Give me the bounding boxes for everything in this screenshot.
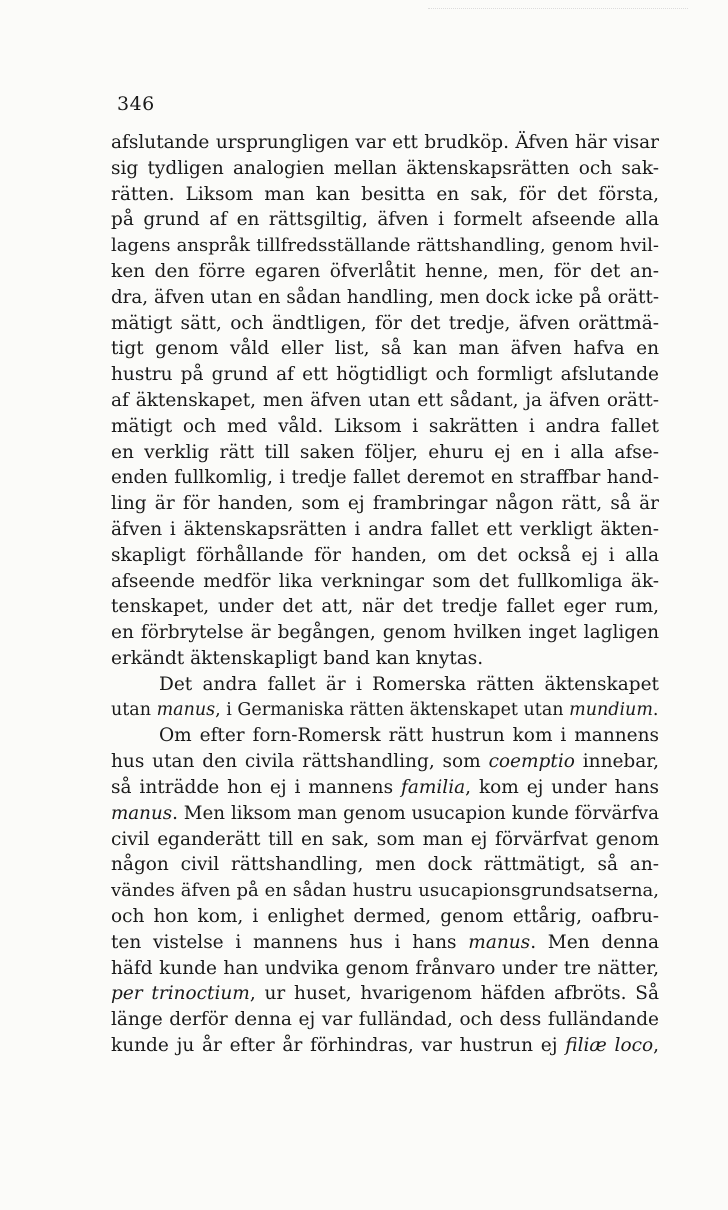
- text-line: [111, 336, 659, 362]
- text-segment: hustru på grund af ett högtidligt och formligt afslutande: [111, 364, 659, 386]
- text-segment: vändes äfven på en sådan hustru usucapionsgrundsatserna,: [111, 880, 659, 902]
- text-line: [111, 981, 659, 1007]
- text-line: [111, 672, 659, 698]
- italic-term: manus: [111, 802, 173, 824]
- text-segment: innebar,: [574, 751, 659, 773]
- text-line: [111, 207, 659, 233]
- text-line: [111, 543, 659, 569]
- text-segment: så inträdde hon ej i mannens: [111, 776, 401, 798]
- text-segment: Det andra fallet är i Romerska rätten äktenskapet: [159, 673, 659, 695]
- body-text: [111, 130, 659, 1059]
- italic-term: mundium: [569, 699, 653, 720]
- text-line: [111, 646, 659, 672]
- text-line: [111, 130, 659, 156]
- text-line: [111, 620, 659, 646]
- text-line: [111, 491, 659, 517]
- text-line: [111, 465, 659, 491]
- text-segment: en verklig rätt till saken följer, ehuru ej en i alla afse-: [111, 441, 659, 463]
- text-segment: en förbrytelse är begången, genom hvilken inget lagligen: [111, 622, 659, 644]
- text-segment: tigt genom våld eller list, så kan man äfven hafva en: [111, 338, 659, 360]
- text-line: [111, 749, 659, 775]
- text-line: [111, 440, 659, 466]
- italic-term: manus: [468, 931, 531, 953]
- text-segment: .: [652, 699, 659, 720]
- text-line: [111, 285, 659, 311]
- text-segment: dra, äfven utan en sådan handling, men dock icke på orätt-: [111, 286, 659, 308]
- text-line: [111, 233, 659, 259]
- text-line: [111, 156, 659, 182]
- text-segment: sig tydligen analogien mellan äktenskapsrätten och sak-: [111, 157, 659, 179]
- text-line: [111, 388, 659, 414]
- text-line: [111, 414, 659, 440]
- text-segment: lagens anspråk tillfredsställande rättshandling, genom hvil-: [111, 235, 659, 257]
- text-segment: . Men liksom man genom usucapion kunde förvärfva: [172, 802, 659, 824]
- text-segment: civil eganderätt till en sak, som man ej förvärfvat genom: [111, 828, 659, 850]
- text-segment: mätigt och med våld. Liksom i sakrätten i andra fallet: [111, 415, 659, 437]
- text-line: [111, 904, 659, 930]
- text-line: [111, 517, 659, 543]
- italic-term: familia: [400, 776, 466, 798]
- text-line: [111, 723, 659, 749]
- text-segment: , kom ej under hans: [465, 776, 659, 798]
- scan-edge-marks: [428, 8, 688, 11]
- text-segment: Om efter forn-Romersk rätt hustrun kom i mannens: [159, 725, 659, 747]
- text-segment: rätten. Liksom man kan besitta en sak, för det första,: [111, 183, 659, 205]
- text-line: [111, 594, 659, 620]
- text-line: [111, 827, 659, 853]
- text-line: [111, 259, 659, 285]
- text-segment: ten vistelse i mannens hus i hans: [111, 931, 469, 953]
- text-segment: skapligt förhållande för handen, om det också ej i alla: [111, 544, 659, 566]
- text-segment: på grund af en rättsgiltig, äfven i formelt afseende alla: [111, 209, 659, 231]
- text-segment: äfven i äktenskapsrätten i andra fallet ett verkligt äkten-: [111, 518, 659, 540]
- text-line: [111, 182, 659, 208]
- text-line: [111, 956, 659, 982]
- text-segment: kunde ju år efter år förhindras, var hustrun ej: [111, 1034, 566, 1056]
- text-line: [111, 362, 659, 388]
- text-segment: utan: [111, 699, 157, 720]
- text-segment: erkändt äktenskapligt band kan knytas.: [111, 647, 484, 669]
- text-segment: enden fullkomlig, i tredje fallet deremot en straffbar hand-: [111, 467, 659, 489]
- italic-term: per trinoctium: [111, 983, 250, 1005]
- text-segment: länge derför denna ej var fulländad, och dess fulländande: [111, 1009, 659, 1031]
- text-segment: någon civil rättshandling, men dock rättmätigt, så an-: [111, 854, 659, 876]
- text-segment: mätigt sätt, och ändtligen, för det tredje, äfven orättmä-: [111, 312, 659, 334]
- text-segment: häfd kunde han undvika genom frånvaro under tre nätter,: [111, 957, 659, 979]
- text-segment: ken den förre egaren öfverlåtit henne, men, för det an-: [111, 260, 659, 282]
- text-segment: afslutande ursprungligen var ett brudköp. Äfven här visar: [111, 132, 659, 153]
- text-line: [111, 801, 659, 827]
- text-line: [111, 1033, 659, 1059]
- text-line: [111, 698, 659, 724]
- text-segment: tenskapet, under det att, när det tredje fallet eger rum,: [111, 596, 659, 618]
- text-line: [111, 775, 659, 801]
- text-segment: och hon kom, i enlighet dermed, genom ettårig, oafbru-: [111, 905, 659, 927]
- text-line: [111, 569, 659, 595]
- text-line: [111, 878, 659, 904]
- text-segment: af äktenskapet, men äfven utan ett sådant, ja äfven orätt-: [111, 389, 659, 411]
- text-segment: hus utan den civila rättshandling, som: [111, 751, 489, 773]
- italic-term: manus: [156, 699, 216, 720]
- italic-term: filiæ loco: [565, 1034, 654, 1056]
- text-segment: . Men denna: [530, 931, 659, 953]
- text-segment: , ur huset, hvarigenom häfden afbröts. Så: [249, 983, 659, 1005]
- text-segment: , i Germaniska rätten äktenskapet utan: [215, 699, 570, 720]
- text-segment: ling är för handen, som ej frambringar någon rätt, så är: [111, 493, 659, 515]
- text-line: [111, 930, 659, 956]
- text-segment: afseende medför lika verkningar som det fullkomliga äk-: [111, 570, 659, 592]
- page-number: 346: [117, 93, 155, 115]
- text-line: [111, 1007, 659, 1033]
- text-line: [111, 852, 659, 878]
- text-segment: ,: [653, 1034, 659, 1056]
- text-line: [111, 311, 659, 337]
- italic-term: coemptio: [488, 751, 575, 773]
